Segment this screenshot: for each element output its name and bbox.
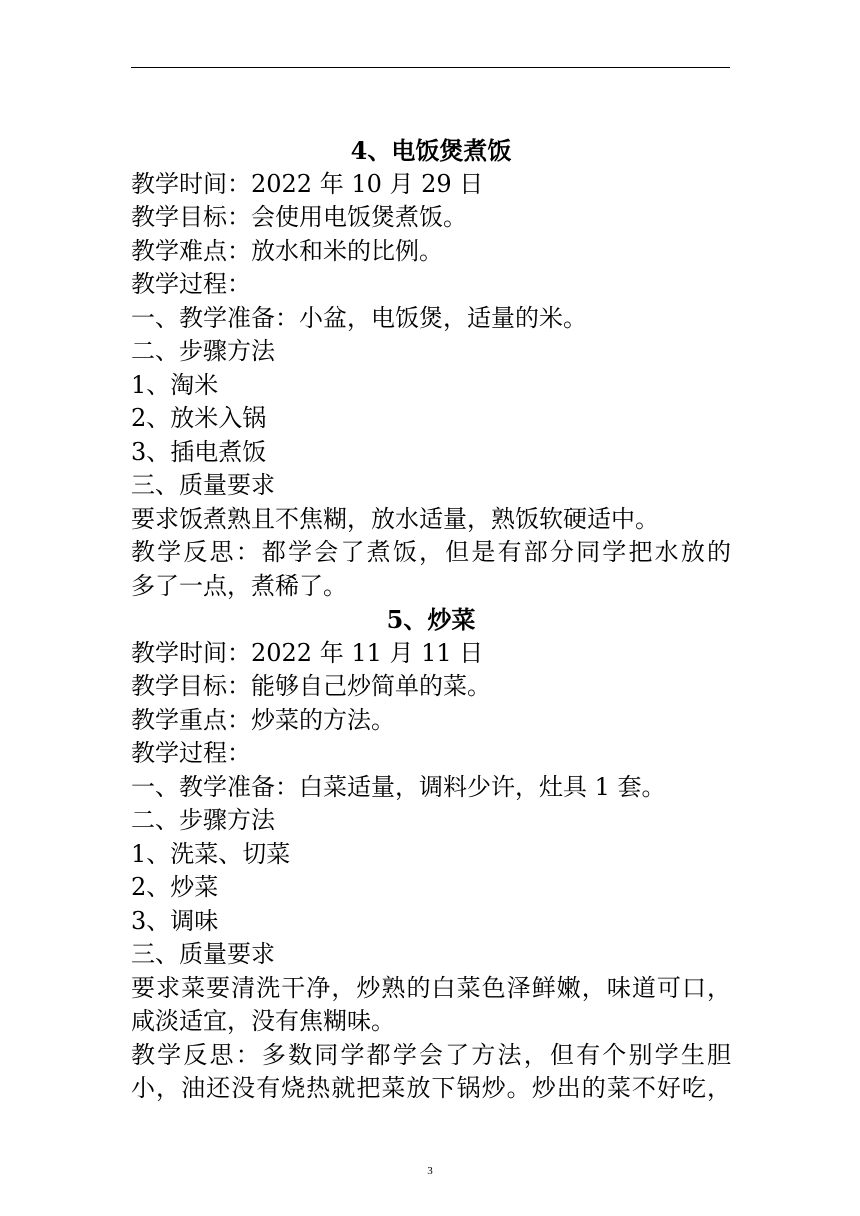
teaching-time: 教学时间：2022 年 11 月 11 日	[131, 638, 484, 667]
step-item: 3、调味	[131, 906, 219, 935]
steps-heading: 二、步骤方法	[131, 337, 275, 365]
step-item: 1、洗菜、切菜	[131, 839, 291, 868]
teaching-time: 教学时间：2022 年 10 月 29 日	[131, 169, 484, 198]
teaching-reflection-continued: 小，油还没有烧热就把菜放下锅炒。炒出的菜不好吃，	[131, 1074, 731, 1102]
teaching-goal: 教学目标：能够自己炒简单的菜。	[131, 672, 491, 700]
quality-heading: 三、质量要求	[131, 471, 275, 499]
document-body	[131, 134, 731, 1106]
page-number: 3	[427, 1165, 433, 1177]
quality-requirement: 要求菜要清洗干净，炒熟的白菜色泽鲜嫩，味道可口，	[131, 973, 731, 1002]
teaching-preparation: 一、教学准备：小盆，电饭煲，适量的米。	[131, 303, 587, 332]
teaching-process-heading: 教学过程：	[131, 270, 251, 298]
header-rule	[131, 67, 730, 68]
teaching-difficulty: 教学难点：放水和米的比例。	[131, 236, 443, 265]
teaching-process-heading: 教学过程：	[131, 739, 251, 767]
teaching-reflection: 教学反思：多数同学都学会了方法，但有个别学生胆	[131, 1040, 731, 1069]
teaching-reflection-continued: 多了一点，煮稀了。	[131, 571, 347, 600]
quality-requirement-continued: 咸淡适宜，没有焦糊味。	[131, 1007, 395, 1035]
quality-requirement: 要求饭煮熟且不焦糊，放水适量，熟饭软硬适中。	[131, 504, 659, 533]
section-title-stir-fry: 5、炒菜	[386, 605, 476, 634]
steps-heading: 二、步骤方法	[131, 806, 275, 834]
step-item: 2、炒菜	[131, 873, 219, 901]
teaching-key-point: 教学重点：炒菜的方法。	[131, 705, 395, 734]
teaching-reflection: 教学反思：都学会了煮饭，但是有部分同学把水放的	[131, 538, 731, 566]
teaching-goal: 教学目标：会使用电饭煲煮饭。	[131, 203, 467, 231]
quality-heading: 三、质量要求	[131, 940, 275, 968]
step-item: 2、放米入锅	[131, 404, 267, 432]
step-item: 3、插电煮饭	[131, 437, 267, 466]
teaching-preparation: 一、教学准备：白菜适量，调料少许，灶具 1 套。	[131, 772, 666, 801]
section-title-rice-cooker: 4、电饭煲煮饭	[350, 136, 512, 165]
step-item: 1、淘米	[131, 370, 219, 399]
